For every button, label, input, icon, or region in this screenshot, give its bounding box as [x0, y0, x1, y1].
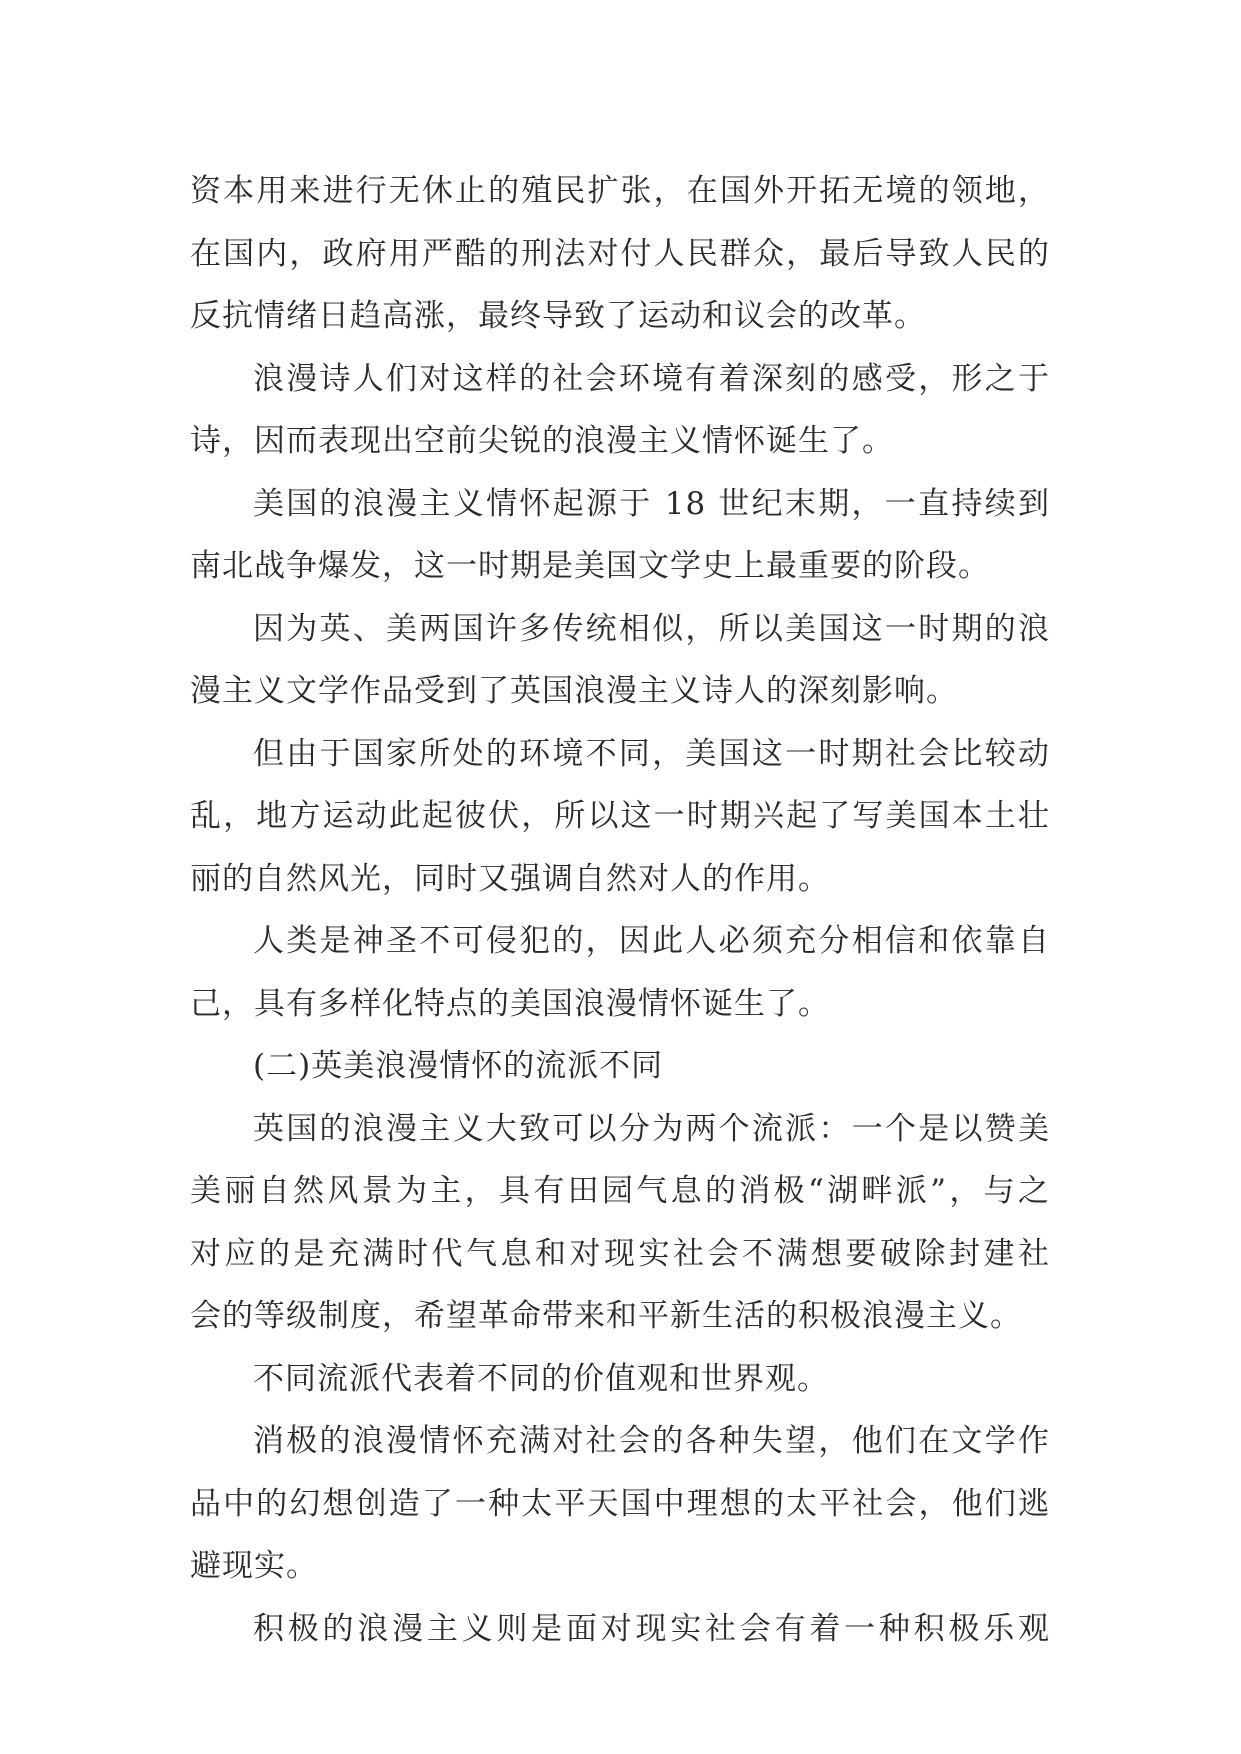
text-line: 避现实。 — [190, 1548, 318, 1584]
text-line: 丽的自然风光，同时又强调自然对人的作用。 — [190, 860, 830, 897]
text-line: (二)英美浪漫情怀的流派不同 — [253, 1048, 664, 1084]
text-line: 资本用来进行无休止的殖民扩张，在国外开拓无境的领地， — [190, 173, 1050, 209]
text-line: 美丽自然风景为主，具有田园气息的消极“湖畔派”，与之 — [190, 1173, 1050, 1209]
text-line: 消极的浪漫情怀充满对社会的各种失望，他们在文学作 — [253, 1423, 1050, 1459]
body-text — [190, 160, 1050, 1660]
text-line: 人类是神圣不可侵犯的，因此人必须充分相信和依靠自 — [253, 923, 1050, 959]
text-line: 会的等级制度，希望革命带来和平新生活的积极浪漫主义。 — [190, 1298, 1022, 1334]
text-line: 美国的浪漫主义情怀起源于 18 世纪末期，一直持续到 — [253, 485, 1050, 522]
text-line: 英国的浪漫主义大致可以分为两个流派：一个是以赞美 — [253, 1110, 1050, 1147]
text-line: 诗，因而表现出空前尖锐的浪漫主义情怀诞生了。 — [190, 423, 894, 459]
text-line: 己，具有多样化特点的美国浪漫情怀诞生了。 — [190, 985, 830, 1022]
text-line: 但由于国家所处的环境不同，美国这一时期社会比较动 — [253, 735, 1050, 772]
text-line: 南北战争爆发，这一时期是美国文学史上最重要的阶段。 — [190, 548, 990, 584]
text-line: 在国内，政府用严酷的刑法对付人民群众，最后导致人民的 — [190, 235, 1050, 272]
text-line: 品中的幻想创造了一种太平天国中理想的太平社会，他们逃 — [190, 1485, 1050, 1522]
text-line: 因为英、美两国许多传统相似，所以美国这一时期的浪 — [253, 610, 1050, 647]
text-line: 对应的是充满时代气息和对现实社会不满想要破除封建社 — [190, 1235, 1050, 1272]
text-line: 浪漫诗人们对这样的社会环境有着深刻的感受，形之于 — [253, 360, 1050, 397]
text-line: 乱，地方运动此起彼伏，所以这一时期兴起了写美国本土壮 — [190, 798, 1050, 834]
text-line: 积极的浪漫主义则是面对现实社会有着一种积极乐观 — [253, 1610, 1050, 1647]
text-line: 不同流派代表着不同的价值观和世界观。 — [253, 1360, 829, 1397]
text-line: 漫主义文学作品受到了英国浪漫主义诗人的深刻影响。 — [190, 673, 958, 709]
text-line: 反抗情绪日趋高涨，最终导致了运动和议会的改革。 — [190, 298, 926, 334]
